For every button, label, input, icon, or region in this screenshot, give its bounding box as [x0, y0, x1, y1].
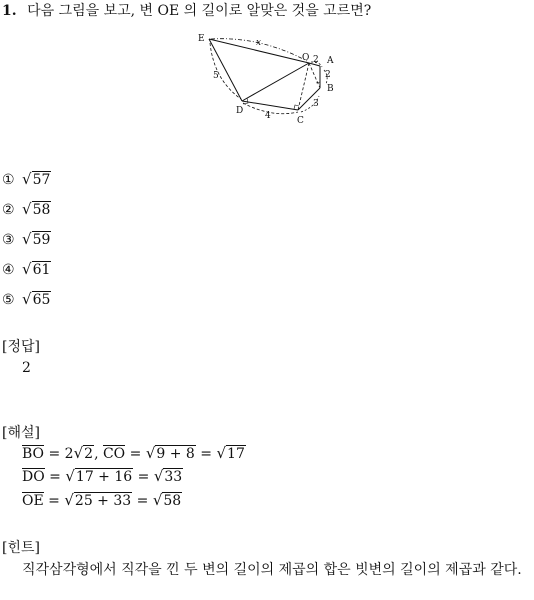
label-oa: 2: [313, 55, 319, 65]
solution-label: [해설]: [2, 425, 40, 441]
choice-5[interactable]: [2, 290, 51, 308]
radicand: 61: [32, 262, 51, 278]
radicand: 33: [164, 469, 183, 485]
choice-number: ③: [2, 232, 15, 248]
radical: √59: [22, 230, 51, 248]
radical: √57: [22, 170, 51, 188]
radicand: 57: [32, 172, 51, 188]
equals-text: =: [195, 446, 217, 462]
segment-co: CO: [102, 446, 126, 462]
radical: √2: [73, 444, 94, 462]
radicand: 17 + 16: [75, 469, 133, 485]
edge-oc: [298, 63, 309, 110]
edge-ob: [309, 63, 320, 88]
segment-bo: BO: [22, 446, 45, 462]
radical: √65: [22, 290, 51, 308]
radicand: 9 + 8: [156, 446, 195, 462]
equals-text: =: [132, 493, 153, 509]
equals-text: =: [125, 446, 146, 462]
radical: √33: [153, 467, 183, 485]
segment-do: DO: [22, 469, 45, 485]
label-b: B: [327, 84, 334, 94]
label-c: C: [297, 116, 304, 123]
radicand: 2: [84, 446, 94, 462]
radicand: 58: [32, 202, 51, 218]
answer-value: 2: [22, 360, 31, 376]
label-ed: 5: [213, 71, 219, 81]
hint-text: 직각삼각형에서 직각을 낀 두 변의 길이의 제곱의 합은 빗변의 길이의 제곱과 같다.: [22, 562, 522, 578]
radicand: 59: [32, 232, 51, 248]
radical: √61: [22, 260, 51, 278]
segment-oe: OE: [22, 493, 44, 509]
radical: √58: [152, 491, 182, 509]
choice-2[interactable]: [2, 200, 51, 218]
label-e: E: [198, 34, 205, 44]
label-a: A: [327, 56, 334, 66]
comma-text: ,: [94, 446, 103, 462]
choice-3[interactable]: [2, 230, 51, 248]
equals-text: =: [44, 469, 66, 485]
equals-text: =: [43, 493, 65, 509]
choice-number: ⑤: [2, 292, 15, 308]
question-number: 1.: [2, 3, 17, 19]
radicand: 25 + 33: [74, 493, 132, 509]
answer-label: [정답]: [2, 339, 40, 355]
edge-ed: [209, 39, 242, 101]
label-dc: 4: [265, 111, 271, 121]
edge-do: [242, 63, 309, 101]
equals-text: =: [133, 469, 154, 485]
solution-line-1: [22, 444, 246, 462]
choice-number: ④: [2, 262, 15, 278]
radical: √17: [216, 444, 245, 462]
radical: √17 + 16: [65, 467, 133, 485]
choice-4[interactable]: [2, 260, 51, 278]
label-eo: x: [256, 38, 262, 48]
hint-label: [힌트]: [2, 540, 40, 556]
radical: √9 + 8: [145, 444, 195, 462]
geometry-figure: [195, 28, 345, 123]
label-d: D: [236, 106, 244, 116]
question-text: 다음 그림을 보고, 변 OE 의 길이로 알맞은 것을 고르면?: [27, 3, 372, 19]
choice-number: ②: [2, 202, 15, 218]
radical: √58: [22, 200, 51, 218]
equals-text: = 2: [44, 446, 74, 462]
solution-line-3: [22, 491, 182, 509]
choice-number: ①: [2, 172, 15, 188]
solution-line-2: [22, 467, 183, 485]
label-o: O: [302, 53, 310, 63]
label-ab: 2: [325, 70, 331, 80]
label-bc: 3: [313, 99, 319, 109]
radicand: 65: [32, 292, 51, 308]
radicand: 58: [163, 493, 182, 509]
edge-dc: [242, 101, 298, 110]
radicand: 17: [227, 446, 245, 462]
radical: √25 + 33: [64, 491, 132, 509]
choice-1[interactable]: [2, 170, 51, 188]
question: [2, 0, 371, 20]
